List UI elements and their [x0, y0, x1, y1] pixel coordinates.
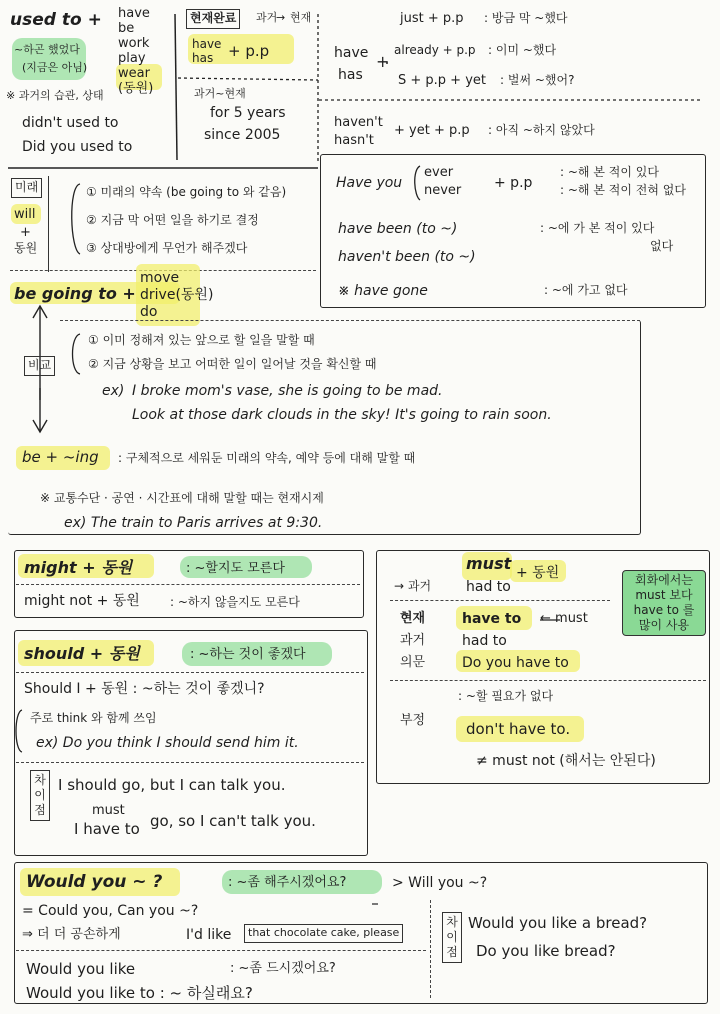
going-ex-1: I broke mom's vase, she is going to be mad. — [132, 383, 443, 399]
id-like: I'd like — [186, 927, 232, 943]
polite-note: ⇒ 더 더 공손하게 — [22, 927, 121, 942]
timeline-past: 과거 — [256, 11, 278, 24]
must-question-form: Do you have to — [462, 655, 569, 671]
s-pp-yet-meaning: : 벌써 ~했어? — [500, 73, 575, 87]
used-to-meaning-note: (지금은 아님) — [22, 61, 88, 74]
must-past2-form: had to — [462, 633, 507, 649]
might-negative-meaning: : ~하지 않을지도 모른다 — [170, 595, 300, 609]
should-think-note: 주로 think 와 함께 쓰임 — [30, 711, 157, 725]
have-been-meaning: : ~에 가 본 적이 있다 — [540, 221, 655, 235]
would-meaning: : ~좀 해주시겠어요? — [228, 875, 347, 890]
going-ex-2: Look at those dark clouds in the sky! It's going to rain soon. — [132, 407, 552, 423]
havent-been-meaning: 없다 — [650, 239, 674, 253]
never: never — [424, 183, 462, 198]
should-diff-1: I should go, but I can talk you. — [58, 776, 286, 794]
would-like-to: Would you like to : ~ 하실래요? — [26, 984, 253, 1002]
havent: haven't — [334, 115, 383, 130]
might-title: might + 동원 — [24, 558, 133, 577]
must-past2-label: 과거 — [400, 633, 426, 648]
used-to-question: Did you used to — [22, 139, 133, 155]
used-to-title: used to + — [10, 10, 102, 30]
havent-been: haven't been (to ~) — [338, 249, 476, 265]
ever: ever — [424, 165, 454, 180]
must-need-meaning: : ~할 필요가 없다 — [458, 689, 554, 703]
hasnt: hasn't — [334, 133, 374, 148]
schedule-example: ex) The train to Paris arrives at 9:30. — [64, 515, 323, 531]
timeline-arrow: → — [276, 11, 286, 24]
will: will — [14, 207, 36, 222]
s-pp-yet: S + p.p + yet — [398, 73, 486, 88]
just-meaning: : 방금 막 ~했다 — [484, 11, 568, 25]
must-question-label: 의문 — [400, 655, 426, 670]
must-present-label: 현재 — [400, 611, 426, 626]
must-negative-label: 부정 — [400, 713, 426, 728]
must-note: 회화에서는 must 보다 have to 를 많이 사용 — [622, 570, 706, 636]
subj-have: have — [334, 45, 369, 61]
for-phrase: for 5 years — [210, 105, 286, 121]
will-plus: + — [20, 225, 31, 240]
yet-pp: + yet + p.p — [394, 123, 470, 138]
must-present-form: have to — [462, 611, 522, 627]
must-not: ≠ must not (해서는 안된다) — [476, 753, 656, 769]
going-2: ② 지금 상황을 보고 어떠한 일이 일어날 것을 확신할 때 — [88, 357, 377, 371]
be-ing-meaning: : 구체적으로 세워둔 미래의 약속, 예약 등에 대해 말할 때 — [118, 451, 416, 465]
must-past-form: had to — [466, 579, 511, 595]
should-diff-2-must: must — [92, 803, 125, 818]
dashed-divider — [16, 584, 360, 585]
might-meaning: : ~할지도 모른다 — [186, 561, 285, 576]
would-divider — [430, 900, 431, 998]
present-perfect-tag: 현재완료 — [186, 9, 240, 29]
have-gone-meaning: : ~에 가고 없다 — [544, 283, 628, 297]
experience-pp: + p.p — [494, 175, 533, 191]
arrow-must: ← must — [540, 611, 588, 626]
continuation-label: 과거~현재 — [194, 87, 246, 100]
should-question: Should I + 동원 : ~하는 것이 좋겠니? — [24, 681, 265, 697]
could-you: = Could you, Can you ~? — [22, 903, 199, 919]
timeline-present: 현재 — [290, 11, 312, 24]
will-item-3: ③ 상대방에게 무언가 해주겠다 — [86, 241, 248, 255]
have-gone: ※ have gone — [338, 283, 428, 299]
subj-has: has — [338, 67, 363, 83]
would-title: Would you ~ ? — [26, 872, 163, 892]
already-pp: already + p.p — [394, 43, 476, 57]
should-diff-2-rest: go, so I can't talk you. — [150, 812, 316, 830]
compare-tag: 비교 — [24, 356, 55, 376]
used-to-negative: didn't used to — [22, 115, 119, 131]
going-ex-label: ex) — [102, 383, 125, 399]
dashed-divider — [390, 600, 610, 601]
have-you: Have you — [336, 175, 403, 191]
should-diff-2-have: I have to — [74, 820, 140, 838]
schedule-note: ※ 교통수단 · 공연 · 시간표에 대해 말할 때는 현재시제 — [40, 491, 324, 505]
form-have: have — [192, 37, 222, 51]
must-negative-form: don't have to. — [466, 720, 571, 738]
used-to-past-habit: ※ 과거의 습관, 상태 — [6, 89, 104, 102]
future-tag: 미래 — [11, 178, 42, 198]
would-diff-1: Would you like a bread? — [468, 914, 648, 932]
plus-sign: + — [376, 52, 390, 71]
be-ing: be + ~ing — [22, 448, 99, 466]
will-item-1: ① 미래의 약속 (be going to 와 같음) — [86, 185, 287, 199]
must-plus-base: + 동원 — [516, 565, 560, 581]
dashed-divider — [390, 680, 706, 681]
will-item-2: ② 지금 막 어떤 일을 하기로 결정 — [86, 213, 259, 227]
form-has: has — [192, 51, 214, 65]
id-like-example: that chocolate cake, please — [244, 924, 403, 943]
since-phrase: since 2005 — [204, 127, 281, 143]
just-pp: just + p.p — [400, 11, 464, 26]
used-to-verbs: have be work play wear (동원) — [118, 6, 154, 96]
dashed-divider — [16, 762, 364, 763]
should-example: ex) Do you think I should send him it. — [36, 735, 299, 751]
must-title: must — [466, 554, 512, 573]
dashed-divider — [16, 950, 426, 951]
would-like: Would you like — [26, 960, 136, 978]
form-pp: + p.p — [228, 42, 270, 60]
will-compare: > Will you ~? — [392, 875, 488, 891]
must-past-label: → 과거 — [394, 579, 432, 593]
might-negative: might not + 동원 — [24, 593, 140, 609]
would-like-meaning: : ~좀 드시겠어요? — [230, 961, 336, 976]
going-1: ① 이미 정해져 있는 앞으로 할 일을 말할 때 — [88, 333, 315, 347]
dashed-divider — [16, 672, 364, 673]
going-to-verbs: move drive(동원) do — [140, 270, 214, 320]
yet-meaning: : 아직 ~하지 않았다 — [488, 123, 595, 137]
would-diff-2: Do you like bread? — [476, 942, 616, 960]
have-been: have been (to ~) — [338, 221, 458, 237]
going-to-title: be going to + — [14, 284, 136, 303]
should-diff-tag: 차 이 점 — [30, 770, 50, 821]
will-base-verb: 동원 — [14, 241, 38, 255]
already-meaning: : 이미 ~했다 — [488, 43, 557, 57]
used-to-meaning: ~하곤 했었다 — [14, 43, 80, 56]
should-title: should + 동원 — [24, 644, 140, 663]
should-meaning: : ~하는 것이 좋겠다 — [190, 647, 306, 662]
never-meaning: : ~해 본 적이 전혀 없다 — [560, 183, 686, 197]
would-diff-tag: 차 이 점 — [442, 912, 462, 963]
ever-meaning: : ~해 본 적이 있다 — [560, 165, 659, 179]
will-divider — [48, 176, 49, 272]
dashed-divider — [60, 320, 640, 321]
